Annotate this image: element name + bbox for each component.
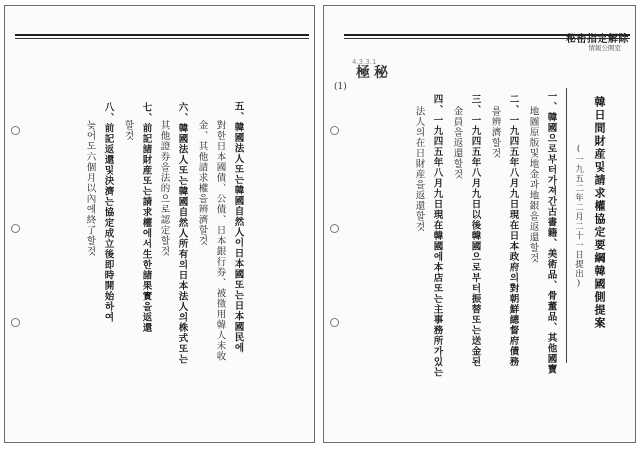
binder-hole xyxy=(330,224,339,233)
binder-hole xyxy=(11,126,20,135)
clause-4-line-2: 法人의在日財産을返還할것 xyxy=(413,106,425,232)
document-date: (一九五二年二月二十一日提出) xyxy=(573,144,584,290)
declassified-stamp-office: 情報公開室 xyxy=(588,44,621,52)
clause-3-line-2: 金員을返還할것 xyxy=(451,106,463,180)
clause-8-line-1: 八、前記返還및決濟는協定成立後即時開始하여 xyxy=(102,102,114,323)
clause-2-line-2: 를辨濟할것 xyxy=(489,106,501,159)
clause-1-line-1: 一、韓國으로부터가져간古書籍、美術品、骨董品、其他國寶 xyxy=(545,91,557,375)
clause-6-line-1: 六、韓國法人또는韓國自然人所有의日本法人의株式또는 xyxy=(176,102,188,365)
binder-hole xyxy=(11,318,20,327)
header-rule-thin xyxy=(15,38,309,39)
binder-hole xyxy=(11,224,20,233)
clause-7-line-2: 할것 xyxy=(122,120,134,141)
binder-hole xyxy=(330,126,339,135)
declassified-stamp: 秘密指定解除 xyxy=(566,34,629,45)
binder-hole xyxy=(330,318,339,327)
clause-5-line-1: 五、韓國法人또는韓國自然人이日本國또는日本國民에 xyxy=(232,101,244,353)
header-rule xyxy=(15,34,309,36)
clause-5-line-3: 金、其他請求權을辨濟할것 xyxy=(196,120,208,246)
clause-2-line-1: 二、一九四五年八月九日現在日本政府의對朝鮮總督府債務 xyxy=(507,94,519,367)
clause-8-line-2: 늦어도六個月以內에終了할것 xyxy=(84,120,96,257)
clause-7-line-1: 七、前記諸財産또는請求權에서生한諸果實을返還 xyxy=(140,102,152,333)
document-page-right xyxy=(323,5,636,443)
page-number-mark: (1) xyxy=(334,82,347,92)
clause-3-line-1: 三、一九四五年八月九日以後韓國으로부터振替또는送金된 xyxy=(469,94,481,367)
faint-handwritten-mark: 4.3.3.1 xyxy=(352,58,377,66)
clause-1-line-2: 地圖原版및地金과地銀을返還할것 xyxy=(527,106,539,264)
document-page-left xyxy=(4,5,315,443)
document-title: 韓日間財産및請求權協定要綱韓國側提案 xyxy=(593,96,606,330)
clause-6-line-2: 其他證券을法的으로認定할것 xyxy=(158,120,170,257)
margin-line xyxy=(566,88,567,363)
clause-4-line-1: 四、一九四五年八月九日現在韓國에本店또는主事務所가있는 xyxy=(431,94,443,378)
secret-classification-mark: 極秘 xyxy=(356,65,392,81)
clause-5-line-2: 對한日本國債、公債、日本銀行券、被徵用韓人未收 xyxy=(214,120,226,362)
